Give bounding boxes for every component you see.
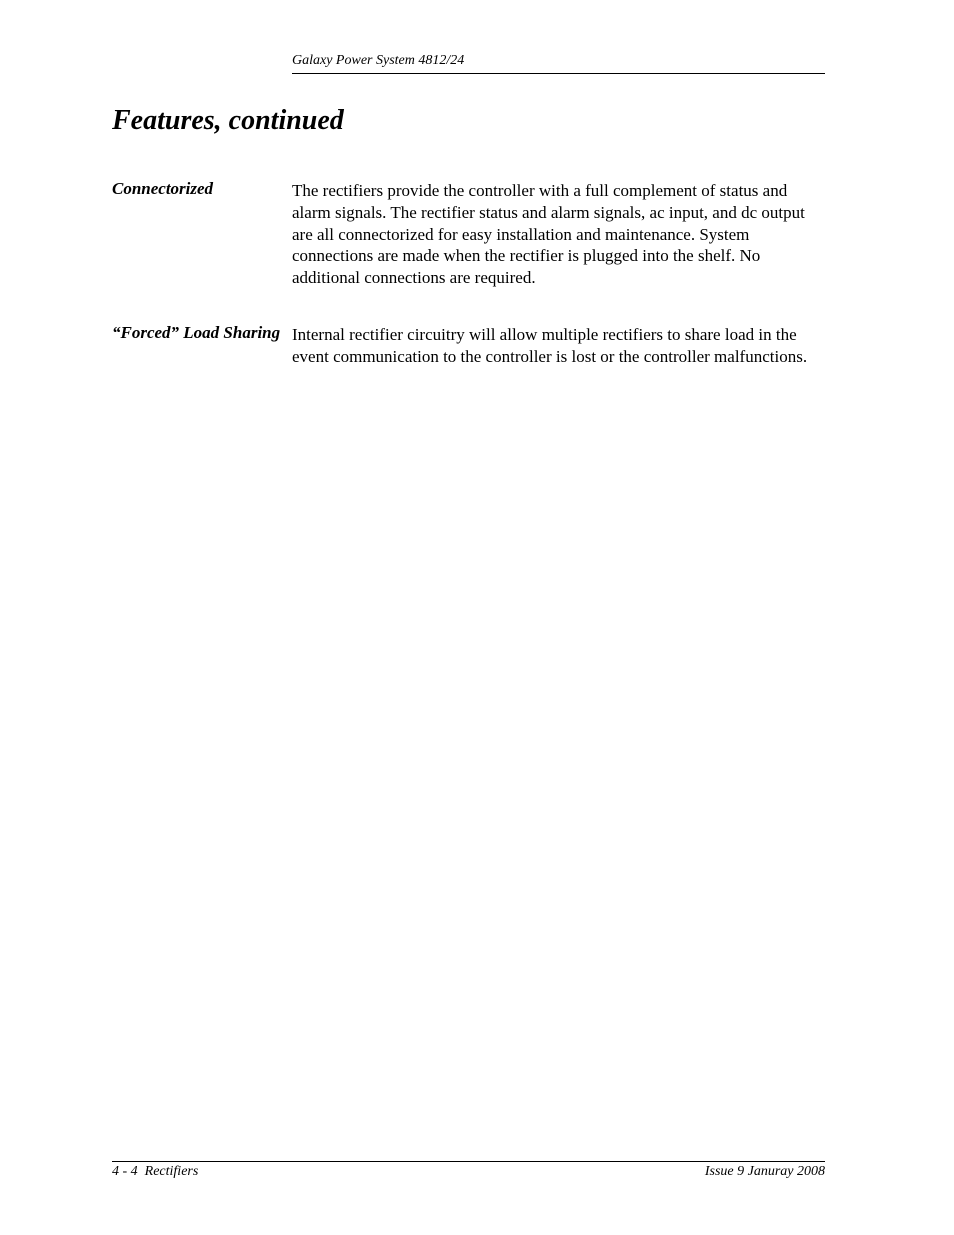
running-header-title: Galaxy Power System 4812/24 bbox=[292, 53, 465, 68]
section-body: The rectifiers provide the controller with a full complement of status and alarm signals. The rectifier status and alarm signals, ac input, and dc output are all connectorized for easy installation and maintenance. System connections are made when the rectifier is plugged into the shelf. No additional connections are required. bbox=[292, 181, 805, 288]
page-title: Features, continued bbox=[112, 105, 344, 136]
footer-page-label: 4 - 4 Rectifiers bbox=[112, 1164, 199, 1179]
page-footer bbox=[112, 1161, 825, 1179]
section-heading: “Forced” Load Sharing bbox=[112, 323, 281, 342]
running-header bbox=[292, 52, 825, 74]
footer-issue-date: Issue 9 Januray 2008 bbox=[704, 1164, 825, 1179]
section-body: Internal rectifier circuitry will allow multiple rectifiers to share load in the event communication to the controller is lost or the controller malfunctions. bbox=[292, 325, 808, 366]
section-heading: Connectorized bbox=[112, 179, 214, 198]
